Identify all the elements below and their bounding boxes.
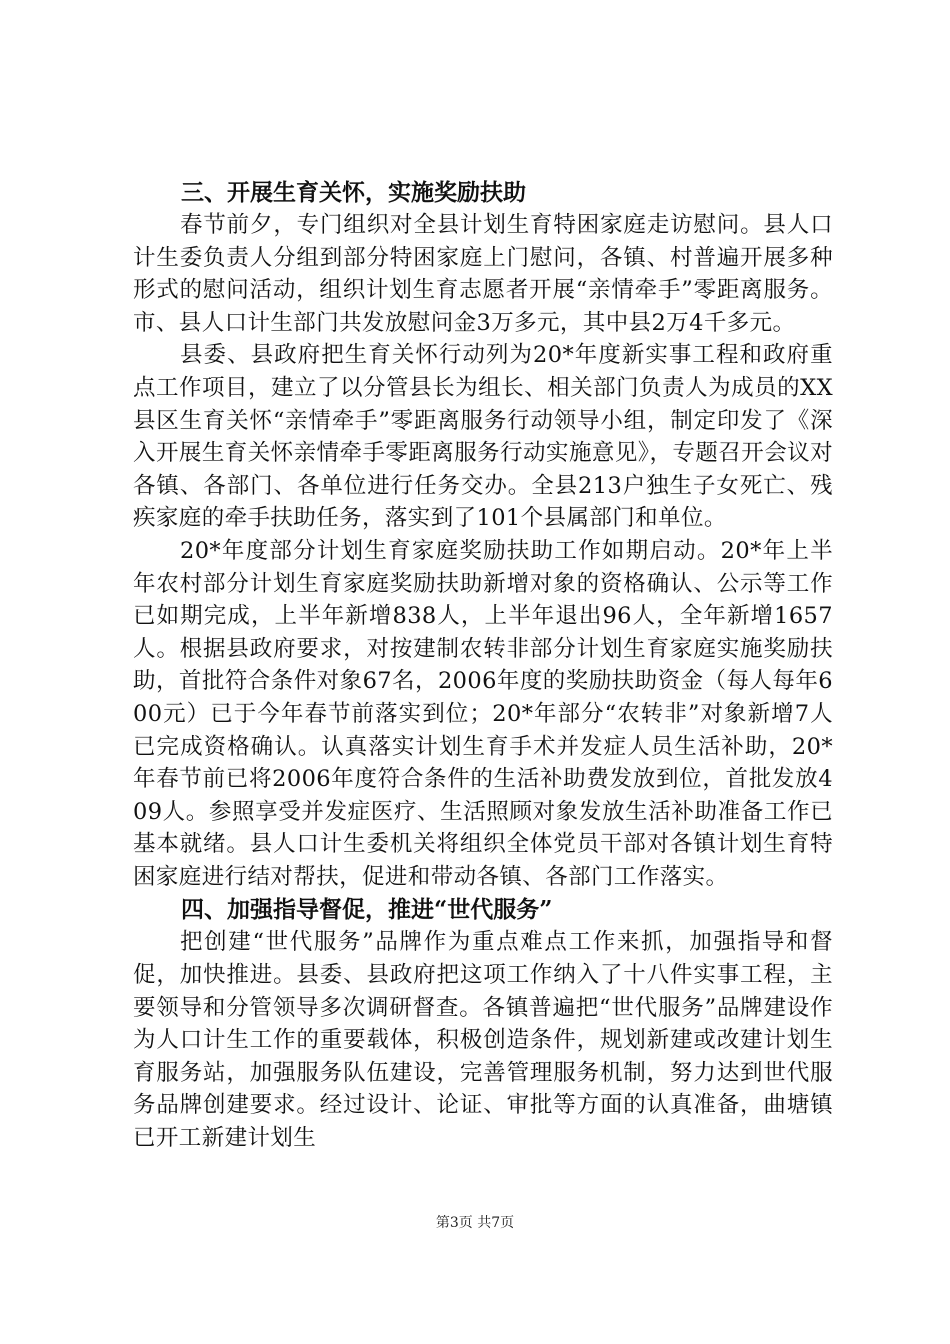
paragraph-visits: 春节前夕，专门组织对全县计划生育特困家庭走访慰问。县人口计生委负责人分组到部分特困家庭上门慰问，各镇、村普遍开展多种形式的慰问活动，组织计划生育志愿者开展“亲情牵手”零距离服务。市、县人口计生部门共发放慰问金3万多元，其中县2万4千多元。	[133, 212, 833, 336]
paragraph-care-action: 县委、县政府把生育关怀行动列为20*年度新实事工程和政府重点工作项目，建立了以分管县长为组长、相关部门负责人为成员的XX县区生育关怀“亲情牵手”零距离服务行动领导小组，制定印发了《深入开展生育关怀亲情牵手零距离服务行动实施意见》，专题召开会议对各镇、各部门、各单位进行任务交办。全县213户独生子女死亡、残疾家庭的牵手扶助任务，落实到了101个县属部门和单位。	[133, 342, 833, 532]
document-body	[133, 176, 833, 1155]
paragraph-generation-service: 把创建“世代服务”品牌作为重点难点工作来抓，加强指导和督促，加快推进。县委、县政府把这项工作纳入了十八件实事工程，主要领导和分管领导多次调研督查。各镇普遍把“世代服务”品牌建设作为人口计生工作的重要载体，积极创造条件，规划新建或改建计划生育服务站，加强服务队伍建设，完善管理服务机制，努力达到世代服务品牌创建要求。经过设计、论证、审批等方面的认真准备，曲塘镇已开工新建计划生	[133, 929, 833, 1152]
page-footer: 第3页 共7页	[435, 1215, 515, 1231]
section-heading-3: 三、开展生育关怀，实施奖励扶助	[181, 179, 526, 206]
section-heading-4: 四、加强指导督促，推进“世代服务”	[181, 896, 553, 924]
paragraph-reward-assistance: 20*年度部分计划生育家庭奖励扶助工作如期启动。20*年上半年农村部分计划生育家庭奖励扶助新增对象的资格确认、公示等工作已如期完成，上半年新增838人，上半年退出96人，全年新增1657人。根据县政府要求，对按建制农转非部分计划生育家庭实施奖励扶助，首批符合条件对象67名，2006年度的奖励扶助资金（每人每年600元）已于今年春节前落实到位；20*年部分“农转非”对象新增7人已完成资格确认。认真落实计划生育手术并发症人员生活补助，20*年春节前已将2006年度符合条件的生活补助费发放到位，首批发放409人。参照享受并发症医疗、生活照顾对象发放生活补助准备工作已基本就绪。县人口计生委机关将组织全体党员干部对各镇计划生育特困家庭进行结对帮扶，促进和带动各镇、各部门工作落实。	[133, 537, 833, 890]
